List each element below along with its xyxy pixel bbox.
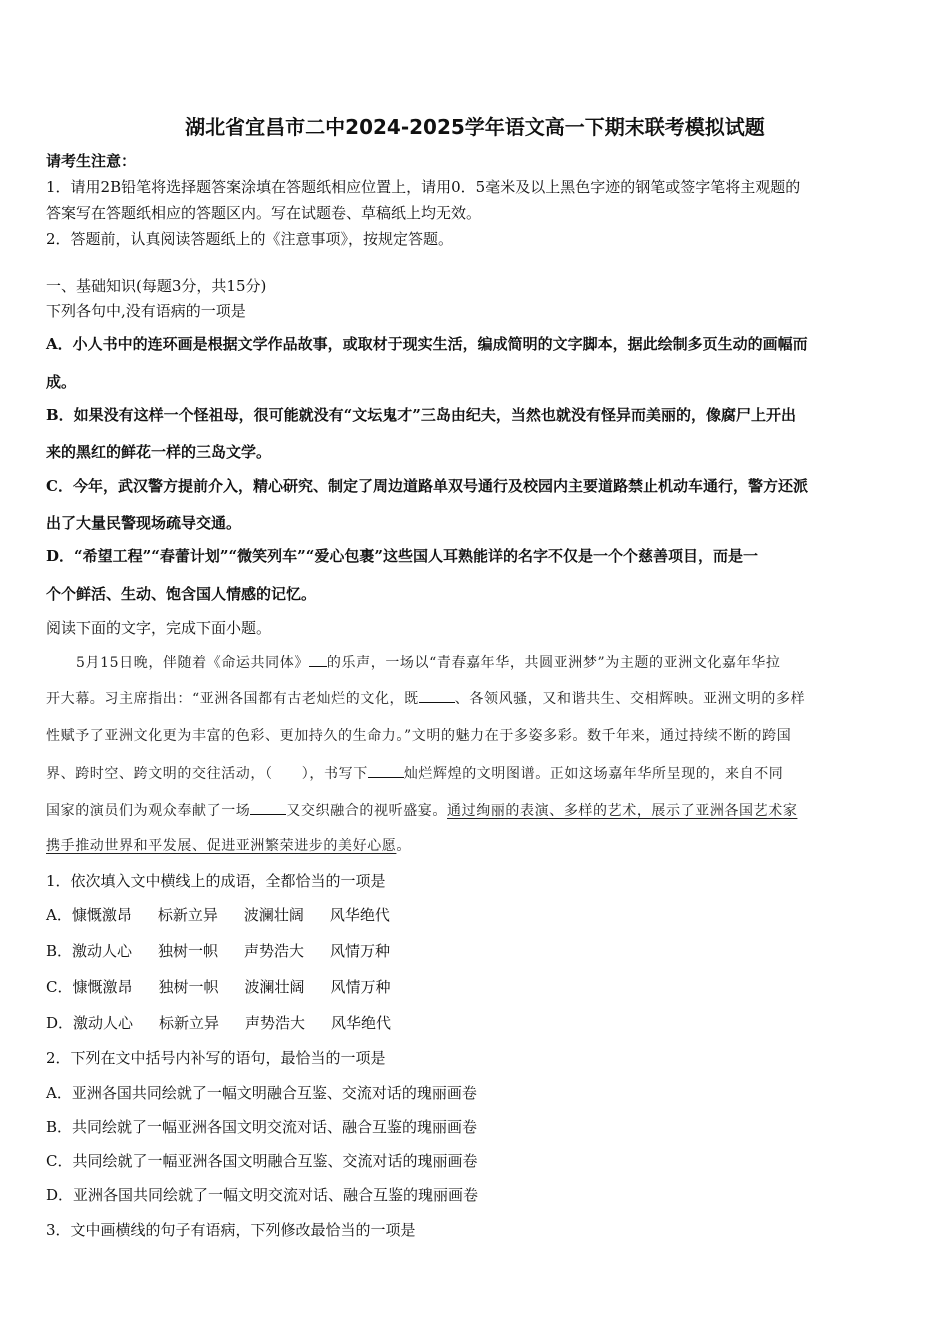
notice-line-1: 1．请用2B铅笔将选择题答案涂填在答题纸相应位置上，请用0．5毫米及以上黑色字迹的钢笔或签字笔将主观题的: [46, 178, 801, 196]
blank-3: [368, 763, 404, 778]
q2-option-d: D．亚洲各国共同绘就了一幅文明交流对话、融合互鉴的瑰丽画卷: [46, 1186, 479, 1204]
option-c-line-2: 出了大量民警现场疏导交通。: [46, 514, 242, 532]
passage-line-4: 界、跨时空、跨文明的交往活动，（ ），书写下 灿烂辉煌的文明图谱。正如这场嘉年华所呈现的，来自不同: [46, 763, 783, 784]
passage-line-2: 开大幕。习主席指出：“亚洲各国都有古老灿烂的文化，既 、各领风骚，又和谐共生、交相辉映。亚洲文明的多样: [46, 688, 805, 709]
blank-1: [309, 652, 327, 667]
q1-option-b: B．激动人心 独树一帜 声势浩大 风情万种: [46, 942, 391, 960]
notice-heading: 请考生注意：: [46, 152, 137, 170]
q3-stem: 3．文中画横线的句子有语病，下列修改最恰当的一项是: [46, 1221, 416, 1239]
section-heading: 一、基础知识(每题3分，共15分): [46, 277, 267, 295]
q1-option-c: C．慷慨激昂 独树一帜 波澜壮阔 风情万种: [46, 978, 391, 996]
q1-option-a: A．慷慨激昂 标新立异 波澜壮阔 风华绝代: [46, 906, 390, 924]
underlined-sentence-part-1: 通过绚丽的表演、多样的艺术，展示了亚洲各国艺术家: [447, 803, 798, 819]
passage-line-6: 携手推动世界和平发展、促进亚洲繁荣进步的美好心愿。: [46, 838, 412, 854]
option-c-line-1: C．今年，武汉警方提前介入，精心研究、制定了周边道路单双号通行及校园内主要道路禁止机动车通行，警方还派: [46, 477, 808, 495]
q2-option-b: B．共同绘就了一幅亚洲各国文明交流对话、融合互鉴的瑰丽画卷: [46, 1118, 478, 1136]
option-d-line-2: 个个鲜活、生动、饱含国人情感的记忆。: [46, 585, 317, 603]
passage-line-1: 5月15日晚，伴随着《命运共同体》 的乐声，一场以“青春嘉年华，共圆亚洲梦”为主题的亚洲文化嘉年华拉: [76, 652, 780, 673]
underlined-sentence-part-2: 携手推动世界和平发展、促进亚洲繁荣进步的美好心愿: [46, 838, 397, 854]
passage-line-5: 国家的演员们为观众奉献了一场 又交织融合的视听盛宴。通过绚丽的表演、多样的艺术，展示了亚洲各国艺术家: [46, 800, 797, 821]
blank-2: [419, 688, 455, 703]
option-a-line-2: 成。: [46, 373, 77, 391]
reading-intro: 阅读下面的文字，完成下面小题。: [46, 619, 272, 637]
q2-stem: 2．下列在文中括号内补写的语句，最恰当的一项是: [46, 1049, 386, 1067]
notice-line-2: 答案写在答题纸相应的答题区内。写在试题卷、草稿纸上均无效。: [46, 204, 482, 222]
q1-option-d: D．激动人心 标新立异 声势浩大 风华绝代: [46, 1014, 392, 1032]
page-title: 湖北省宜昌市二中2024-2025学年语文高一下期末联考模拟试题: [185, 115, 765, 139]
q1-stem: 1．依次填入文中横线上的成语，全都恰当的一项是: [46, 872, 386, 890]
blank-4: [250, 800, 286, 815]
question-stem: 下列各句中,没有语病的一项是: [46, 302, 246, 320]
q2-option-a: A．亚洲各国共同绘就了一幅文明融合互鉴、交流对话的瑰丽画卷: [46, 1084, 477, 1102]
option-b-line-1: B．如果没有这样一个怪祖母，很可能就没有“文坛鬼才”三岛由纪夫，当然也就没有怪异而美丽的，像腐尸上开出: [46, 406, 796, 424]
notice-line-3: 2．答题前，认真阅读答题纸上的《注意事项》，按规定答题。: [46, 230, 454, 248]
option-b-line-2: 来的黑红的鲜花一样的三岛文学。: [46, 443, 272, 461]
option-d-line-1: D．“希望工程”“春蕾计划”“微笑列车”“爱心包裹”这些国人耳熟能详的名字不仅是一个个慈善项目，而是一: [46, 547, 759, 565]
option-a-line-1: A．小人书中的连环画是根据文学作品故事，或取材于现实生活，编成简明的文字脚本，据此绘制多页生动的画幅而: [46, 335, 808, 353]
q2-option-c: C．共同绘就了一幅亚洲各国文明融合互鉴、交流对话的瑰丽画卷: [46, 1152, 478, 1170]
passage-line-3: 性赋予了亚洲文化更为丰富的色彩、更加持久的生命力。”文明的魅力在于多姿多彩。数千年来，通过持续不断的跨国: [46, 728, 792, 744]
